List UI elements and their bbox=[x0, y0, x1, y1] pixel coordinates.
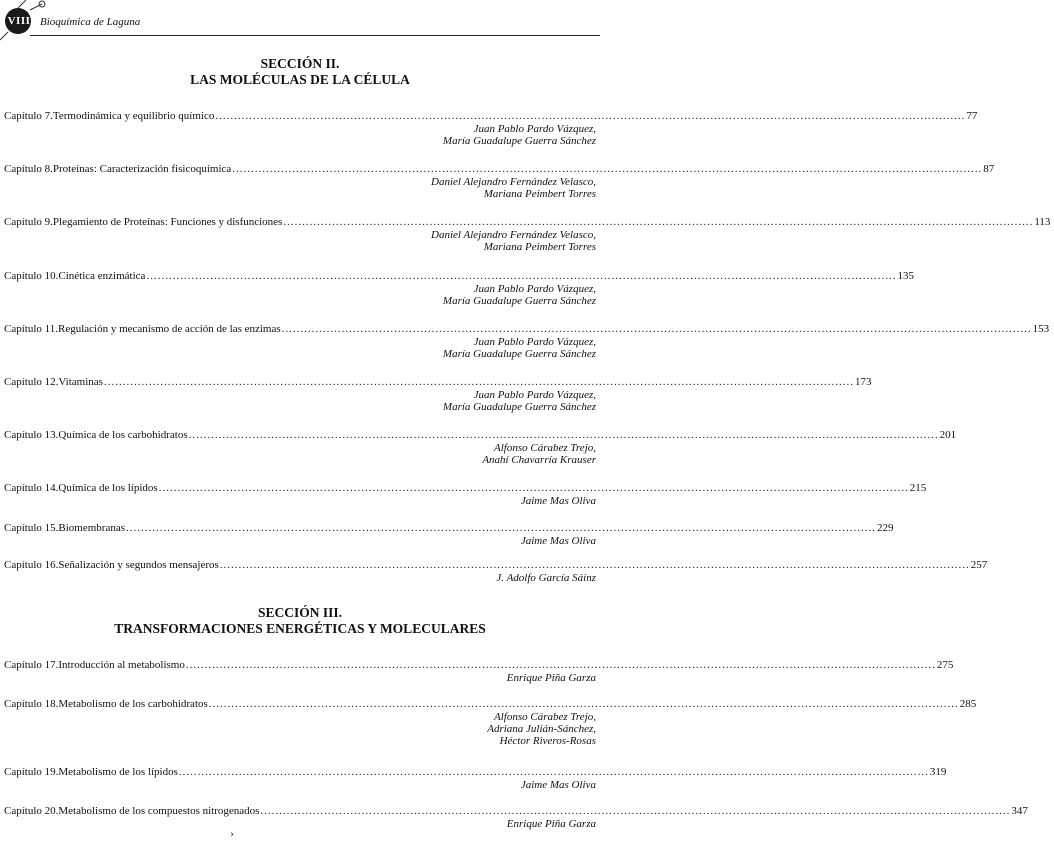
chapter-number: Capítulo 15. bbox=[4, 522, 59, 534]
toc-entry[interactable] bbox=[0, 270, 914, 307]
section-label: SECCIÓN II. bbox=[260, 56, 340, 71]
header-rule bbox=[30, 35, 600, 36]
chapter-author: Jaime Mas Oliva bbox=[520, 495, 596, 507]
page-number-ref: 201 bbox=[939, 429, 957, 441]
leader-dots: ........................................................................................................................................................................................................ bbox=[283, 216, 1034, 228]
chapter-number: Capítulo 16. bbox=[4, 559, 59, 571]
chapter-author: Anahí Chavarría Krauser bbox=[482, 454, 596, 466]
page-number-ref: 229 bbox=[877, 522, 894, 534]
leader-dots: ........................................................................................................................................................................................................ bbox=[146, 270, 897, 282]
chapter-title: Química de los carbohidratos bbox=[58, 429, 188, 441]
leader-dots: ........................................................................................................................................................................................................ bbox=[178, 766, 929, 778]
chapter-author: María Guadalupe Guerra Sánchez bbox=[442, 295, 596, 307]
section-label: SECCIÓN III. bbox=[257, 605, 343, 620]
chapter-author: Daniel Alejandro Fernández Velasco, bbox=[431, 229, 596, 241]
page-number-ref: 113 bbox=[1034, 216, 1051, 228]
page-number-ref: 257 bbox=[970, 559, 988, 571]
chapter-author: Alfonso Cárabez Trejo, bbox=[494, 711, 596, 723]
chapter-author: Jaime Mas Oliva bbox=[520, 779, 596, 791]
leader-dots: ........................................................................................................................................................................................................ bbox=[188, 429, 939, 441]
chapter-title: Metabolismo de los compuestos nitrogenados bbox=[58, 805, 260, 817]
chapter-number: Capítulo 14. bbox=[4, 482, 59, 494]
page-number-ref: 285 bbox=[959, 698, 977, 710]
chapter-number: Capítulo 12. bbox=[4, 376, 59, 388]
chapter-author: María Guadalupe Guerra Sánchez bbox=[442, 348, 596, 360]
page-number-ref: 87 bbox=[983, 163, 995, 175]
chapter-author: Enrique Piña Garza bbox=[506, 818, 596, 830]
chapter-author: Juan Pablo Pardo Vázquez, bbox=[473, 336, 596, 348]
chapter-number: Capítulo 9. bbox=[4, 216, 53, 228]
chapter-title: Metabolismo de los lípidos bbox=[58, 766, 178, 778]
chapter-author: Juan Pablo Pardo Vázquez, bbox=[473, 283, 596, 295]
page-number-ref: 135 bbox=[897, 270, 914, 282]
page-header bbox=[0, 0, 600, 40]
leader-dots: ........................................................................................................................................................................................................ bbox=[215, 110, 966, 122]
chapter-title: Biomembranas bbox=[58, 522, 125, 534]
toc-entry[interactable] bbox=[0, 429, 957, 466]
chapter-author: Enrique Piña Garza bbox=[506, 672, 596, 684]
chapter-number: Capítulo 19. bbox=[4, 766, 59, 778]
leader-dots: ........................................................................................................................................................................................................ bbox=[232, 163, 983, 175]
section-heading bbox=[0, 605, 600, 637]
toc-entry[interactable] bbox=[0, 110, 978, 147]
chapter-title: Regulación y mecanismo de acción de las enzimas bbox=[57, 323, 281, 335]
chapter-number: Capítulo 13. bbox=[4, 429, 59, 441]
leader-dots: ........................................................................................................................................................................................................ bbox=[126, 522, 876, 534]
section-title: LAS MOLÉCULAS DE LA CÉLULA bbox=[190, 72, 410, 87]
toc-entry[interactable] bbox=[0, 766, 947, 791]
toc-entry[interactable] bbox=[0, 698, 977, 747]
page-number-ref: 319 bbox=[929, 766, 947, 778]
page-number-ref: 347 bbox=[1011, 805, 1028, 817]
chapter-author: Mariana Peimbert Torres bbox=[483, 241, 596, 253]
toc-entry[interactable] bbox=[0, 805, 1028, 830]
chapter-author: Daniel Alejandro Fernández Velasco, bbox=[431, 176, 596, 188]
page-number: VIII bbox=[7, 15, 31, 27]
chapter-author: Juan Pablo Pardo Vázquez, bbox=[473, 389, 596, 401]
chapter-author: María Guadalupe Guerra Sánchez bbox=[442, 135, 596, 147]
toc-entry[interactable] bbox=[0, 376, 872, 413]
toc-entry[interactable] bbox=[0, 482, 927, 507]
chapter-title: Introducción al metabolismo bbox=[58, 659, 185, 671]
chapter-author: J. Adolfo García Sáinz bbox=[496, 572, 596, 584]
page-number-ref: 77 bbox=[966, 110, 978, 122]
page-number-ref: 173 bbox=[854, 376, 872, 388]
chapter-title: Termodinámica y equilibrio químico bbox=[52, 110, 215, 122]
section-heading bbox=[0, 56, 600, 88]
running-title: Bioquímica de Laguna bbox=[40, 16, 141, 28]
leader-dots: ........................................................................................................................................................................................................ bbox=[103, 376, 854, 388]
leader-dots: ........................................................................................................................................................................................................ bbox=[219, 559, 970, 571]
leader-dots: ........................................................................................................................................................................................................ bbox=[158, 482, 909, 494]
leader-dots: ........................................................................................................................................................................................................ bbox=[185, 659, 936, 671]
chapter-title: Metabolismo de los carbohidratos bbox=[58, 698, 208, 710]
chapter-title: Cinética enzimática bbox=[58, 270, 146, 282]
chapter-author: Alfonso Cárabez Trejo, bbox=[494, 442, 596, 454]
chapter-number: Capítulo 8. bbox=[4, 163, 53, 175]
toc-entry[interactable] bbox=[0, 522, 894, 547]
page-number-ref: 153 bbox=[1032, 323, 1050, 335]
chapter-number: Capítulo 18. bbox=[4, 698, 59, 710]
chapter-author: Héctor Riveros-Rosas bbox=[499, 735, 596, 747]
section-title: TRANSFORMACIONES ENERGÉTICAS Y MOLECULARES bbox=[114, 621, 486, 636]
chapter-number: Capítulo 7. bbox=[4, 110, 53, 122]
chapter-number: Capítulo 17. bbox=[4, 659, 59, 671]
leader-dots: ........................................................................................................................................................................................................ bbox=[260, 805, 1011, 817]
page-number-ref: 275 bbox=[936, 659, 954, 671]
toc-entry[interactable] bbox=[0, 163, 995, 200]
chapter-author: Mariana Peimbert Torres bbox=[483, 188, 596, 200]
chapter-title: Señalización y segundos mensajeros bbox=[58, 559, 219, 571]
chapter-title: Química de los lípidos bbox=[58, 482, 158, 494]
leader-dots: ........................................................................................................................................................................................................ bbox=[281, 323, 1032, 335]
chapter-title: Plegamiento de Proteínas: Funciones y disfunciones bbox=[52, 216, 283, 228]
scan-mark: › bbox=[230, 826, 234, 840]
chapter-author: Jaime Mas Oliva bbox=[520, 535, 596, 547]
chapter-author: Adriana Julián-Sánchez, bbox=[487, 723, 596, 735]
toc-entry[interactable] bbox=[0, 323, 1050, 360]
chapter-number: Capítulo 11. bbox=[4, 323, 58, 335]
chapter-number: Capítulo 10. bbox=[4, 270, 59, 282]
toc-entry[interactable] bbox=[0, 216, 1051, 253]
chapter-author: Juan Pablo Pardo Vázquez, bbox=[473, 123, 596, 135]
chapter-number: Capítulo 20. bbox=[4, 805, 59, 817]
page-number-ref: 215 bbox=[909, 482, 927, 494]
leader-dots: ........................................................................................................................................................................................................ bbox=[208, 698, 959, 710]
toc-entry[interactable] bbox=[0, 559, 988, 584]
toc-entry[interactable] bbox=[0, 659, 954, 684]
chapter-title: Vitaminas bbox=[58, 376, 103, 388]
chapter-author: María Guadalupe Guerra Sánchez bbox=[442, 401, 596, 413]
chapter-title: Proteínas: Caracterización fisicoquímica bbox=[52, 163, 232, 175]
